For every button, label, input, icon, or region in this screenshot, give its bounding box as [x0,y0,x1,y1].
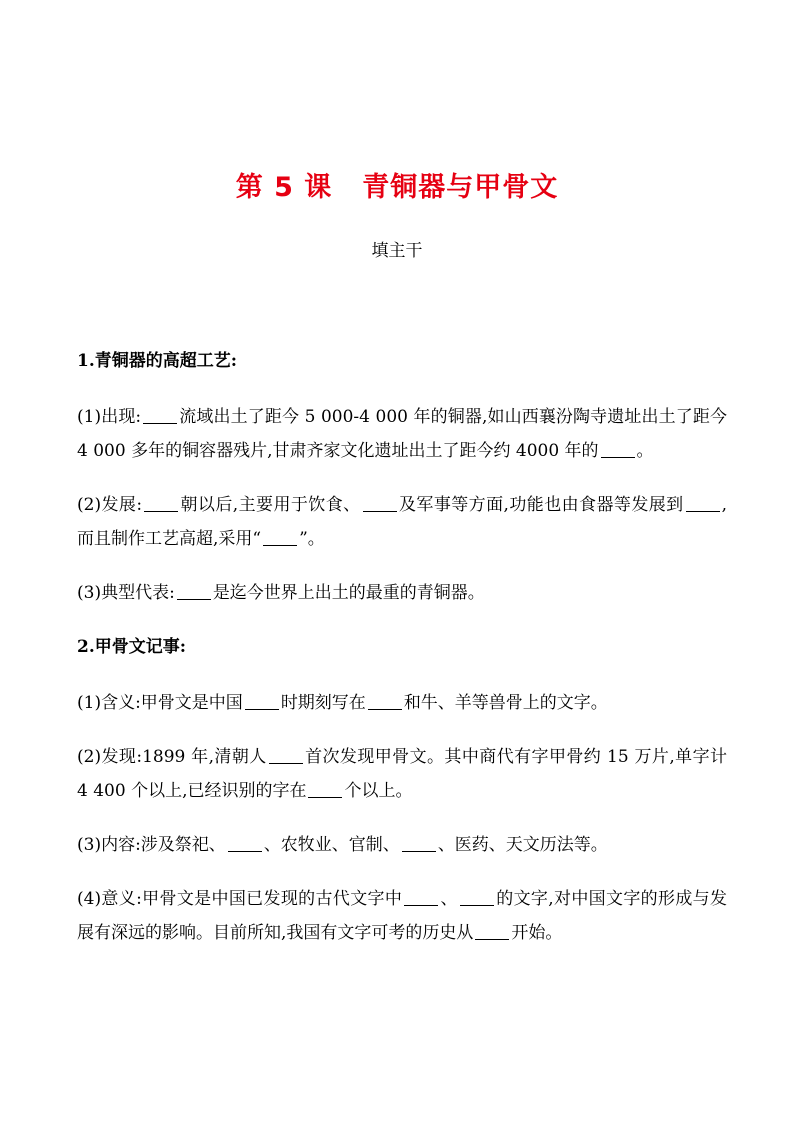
answer-blank[interactable] [402,833,436,852]
answer-blank[interactable] [263,527,297,546]
answer-blank[interactable] [363,493,397,512]
question-bronze-appearance: (1)出现: 流域出土了距今 5 000-4 000 年的铜器,如山西襄汾陶寺遗址出土了距今 4 000 多年的铜容器残片,甘肃齐家文化遗址出土了距今约 4000 年的 。 [77,407,727,461]
answer-blank[interactable] [475,921,509,940]
section-heading-bronze: 1.青铜器的高超工艺: [77,351,238,371]
answer-blank[interactable] [308,779,342,798]
question-oracle-significance: (4)意义:甲骨文是中国已发现的古代文字中 、 的文字,对中国文字的形成与发展有深远的影响。目前所知,我国有文字可考的历史从 开始。 [77,889,728,943]
question-bronze-development: (2)发展: 朝以后,主要用于饮食、 及军事等方面,功能也由食器等发展到 ,而且制作工艺高超,采用“ ”。 [77,495,727,549]
answer-blank[interactable] [460,887,494,906]
section-heading-oracle-bone: 2.甲骨文记事: [77,637,187,657]
answer-blank[interactable] [228,833,262,852]
question-oracle-content: (3)内容:涉及祭祀、 、农牧业、官制、 、医药、天文历法等。 [77,835,608,855]
worksheet-content [77,344,727,950]
page-subtitle: 填主干 [371,241,423,261]
lesson-number: 第 5 课 [235,172,333,203]
question-bronze-representative: (3)典型代表: 是迄今世界上出土的最重的青铜器。 [77,583,485,603]
page-title [0,165,794,204]
answer-blank[interactable] [143,405,177,424]
answer-blank[interactable] [269,745,303,764]
answer-blank[interactable] [144,493,178,512]
answer-blank[interactable] [245,691,279,710]
question-oracle-meaning: (1)含义:甲骨文是中国 时期刻写在 和牛、羊等兽骨上的文字。 [77,693,608,713]
question-oracle-discovery: (2)发现:1899 年,清朝人 首次发现甲骨文。其中商代有字甲骨约 15 万片,单字计 4 400 个以上,已经识别的字在 个以上。 [77,747,727,801]
answer-blank[interactable] [177,581,211,600]
lesson-name: 青铜器与甲骨文 [362,172,559,203]
answer-blank[interactable] [404,887,438,906]
answer-blank[interactable] [601,439,635,458]
answer-blank[interactable] [368,691,402,710]
answer-blank[interactable] [686,493,720,512]
